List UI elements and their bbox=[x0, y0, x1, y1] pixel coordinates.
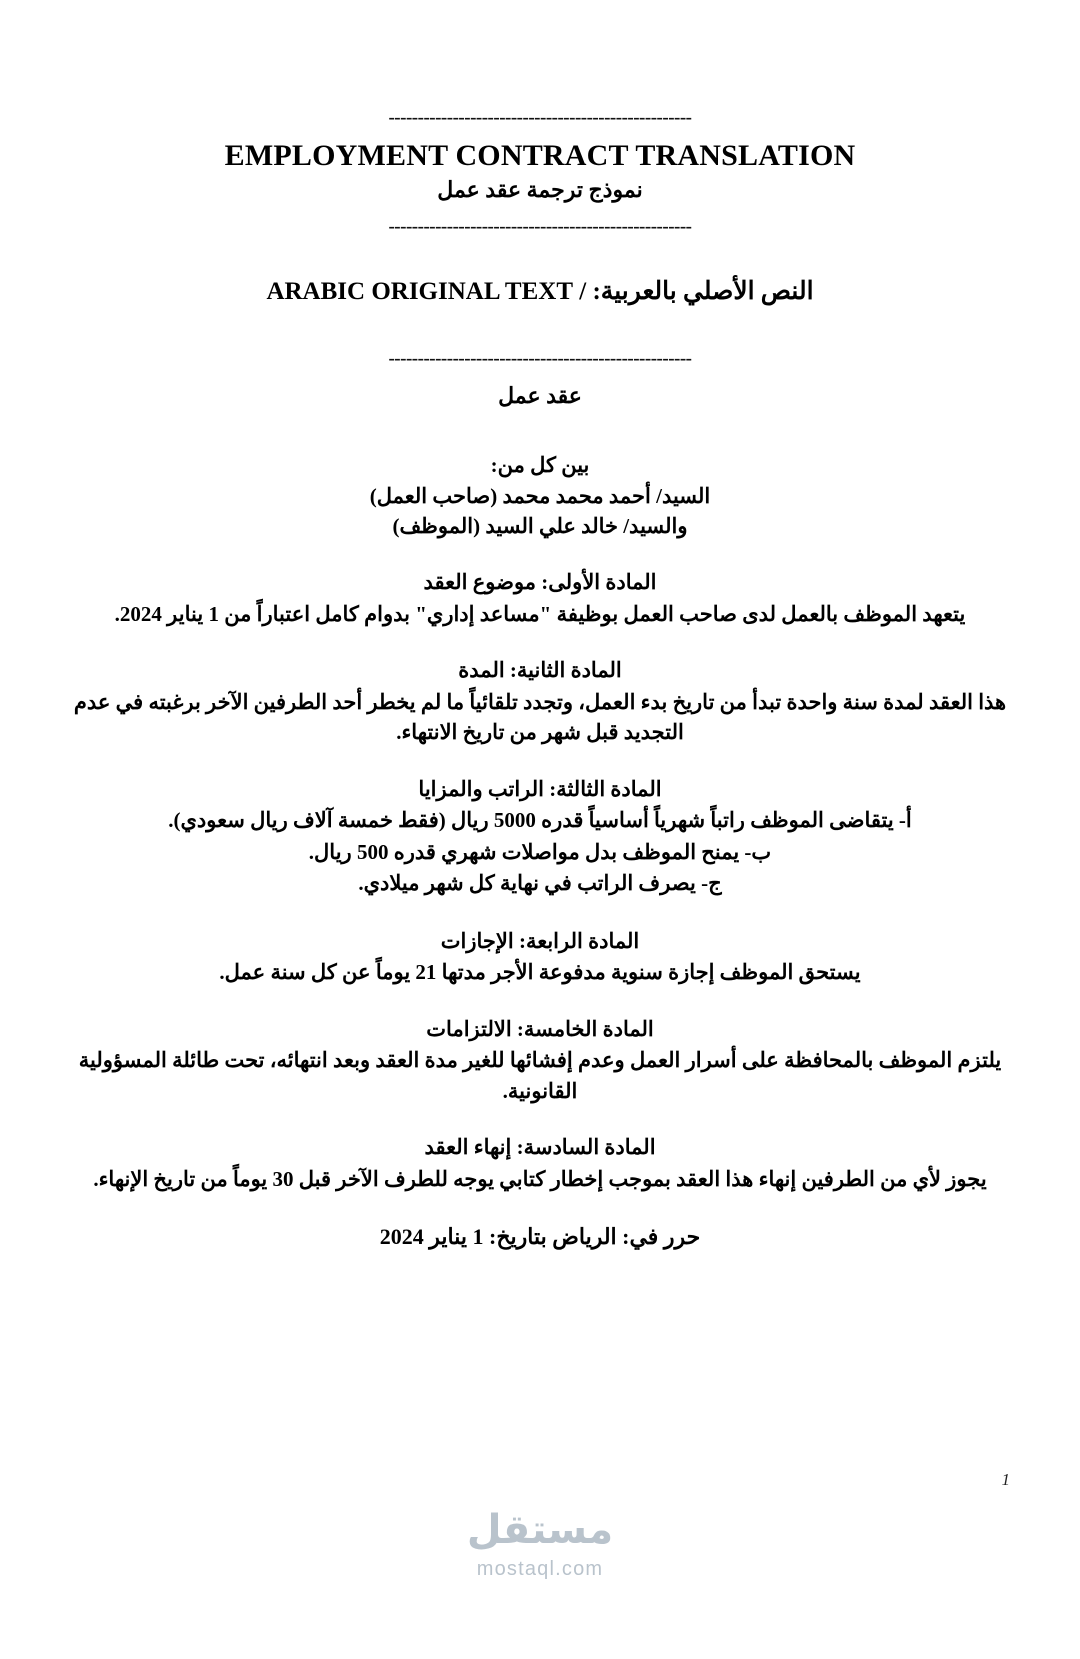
document-content bbox=[62, 108, 1018, 1253]
contract-title: عقد عمل bbox=[498, 382, 582, 408]
spacer bbox=[62, 748, 1018, 774]
spacer bbox=[62, 629, 1018, 655]
mostaql-url: mostaql.com bbox=[476, 1558, 604, 1580]
closing-line: حرر في: الرياض بتاريخ: 1 يناير 2024 bbox=[379, 1223, 701, 1249]
article-1-heading: المادة الأولى: موضوع العقد bbox=[423, 570, 657, 595]
watermark bbox=[0, 1507, 1080, 1581]
article-2-body: هذا العقد لمدة سنة واحدة تبدأ من تاريخ بدء العمل، وتجدد تلقائياً ما لم يخطر أحد الطرفين الآخر برغبته في عدم التجديد قبل شهر من تاريخ الانتهاء. bbox=[73, 689, 1007, 745]
spacer bbox=[62, 1106, 1018, 1132]
article-6-heading: المادة السادسة: إنهاء العقد bbox=[424, 1135, 656, 1160]
spacer bbox=[62, 368, 1018, 382]
page-title-english: EMPLOYMENT CONTRACT TRANSLATION bbox=[224, 139, 856, 172]
spacer bbox=[62, 410, 1018, 450]
article-5-heading: المادة الخامسة: الالتزامات bbox=[426, 1016, 654, 1041]
divider-top: ---------------------------------------------------- bbox=[388, 108, 692, 127]
divider-second: ---------------------------------------------------- bbox=[388, 217, 692, 236]
article-1-body: يتعهد الموظف بالعمل لدى صاحب العمل بوظيفة "مساعد إداري" بدوام كامل اعتباراً من 1 يناير 2024. bbox=[114, 601, 966, 626]
article-3-clause-b: ب- يمنح الموظف بدل مواصلات شهري قدره 500 ريال. bbox=[308, 839, 772, 864]
divider-third: ---------------------------------------------------- bbox=[388, 348, 692, 368]
mostaql-logo: مستقل bbox=[466, 1507, 614, 1553]
spacer bbox=[62, 309, 1018, 349]
spacer bbox=[62, 236, 1018, 276]
article-3-clause-c: ج- يصرف الراتب في نهاية كل شهر ميلادي. bbox=[358, 871, 722, 896]
spacer bbox=[62, 1194, 1018, 1220]
article-3-heading: المادة الثالثة: الراتب والمزايا bbox=[418, 776, 662, 801]
spacer bbox=[62, 541, 1018, 567]
party-employer: السيد/ أحمد محمد محمد (صاحب العمل) bbox=[369, 483, 711, 508]
article-3-clause-a: أ- يتقاضى الموظف راتباً شهرياً أساسياً قدره 5000 ريال (فقط خمسة آلاف ريال سعودي). bbox=[168, 808, 912, 833]
parties-intro: بين كل من: bbox=[490, 453, 590, 478]
article-5-body: يلتزم الموظف بالمحافظة على أسرار العمل وعدم إفشائها للغير مدة العقد وبعد انتهائه، تحت طائلة المسؤولية القانونية. bbox=[78, 1048, 1002, 1103]
article-4-body: يستحق الموظف إجازة سنوية مدفوعة الأجر مدتها 21 يوماً عن كل سنة عمل. bbox=[219, 960, 861, 985]
spacer bbox=[62, 988, 1018, 1014]
article-4-heading: المادة الرابعة: الإجازات bbox=[440, 928, 640, 953]
party-employee: والسيد/ خالد علي السيد (الموظف) bbox=[392, 513, 688, 538]
page-number: 1 bbox=[1001, 1470, 1010, 1489]
spacer bbox=[62, 900, 1018, 926]
section-heading-arabic-original: النص الأصلي بالعربية: / ARABIC ORIGINAL TEXT bbox=[266, 278, 814, 305]
page-title-arabic: نموذج ترجمة عقد عمل bbox=[437, 176, 643, 202]
article-6-body: يجوز لأي من الطرفين إنهاء هذا العقد بموجب إخطار كتابي يوجه للطرف الآخر قبل 30 يوماً من تاريخ الإنهاء. bbox=[93, 1166, 987, 1191]
spacer bbox=[62, 203, 1018, 217]
article-2-heading: المادة الثانية: المدة bbox=[458, 658, 622, 683]
